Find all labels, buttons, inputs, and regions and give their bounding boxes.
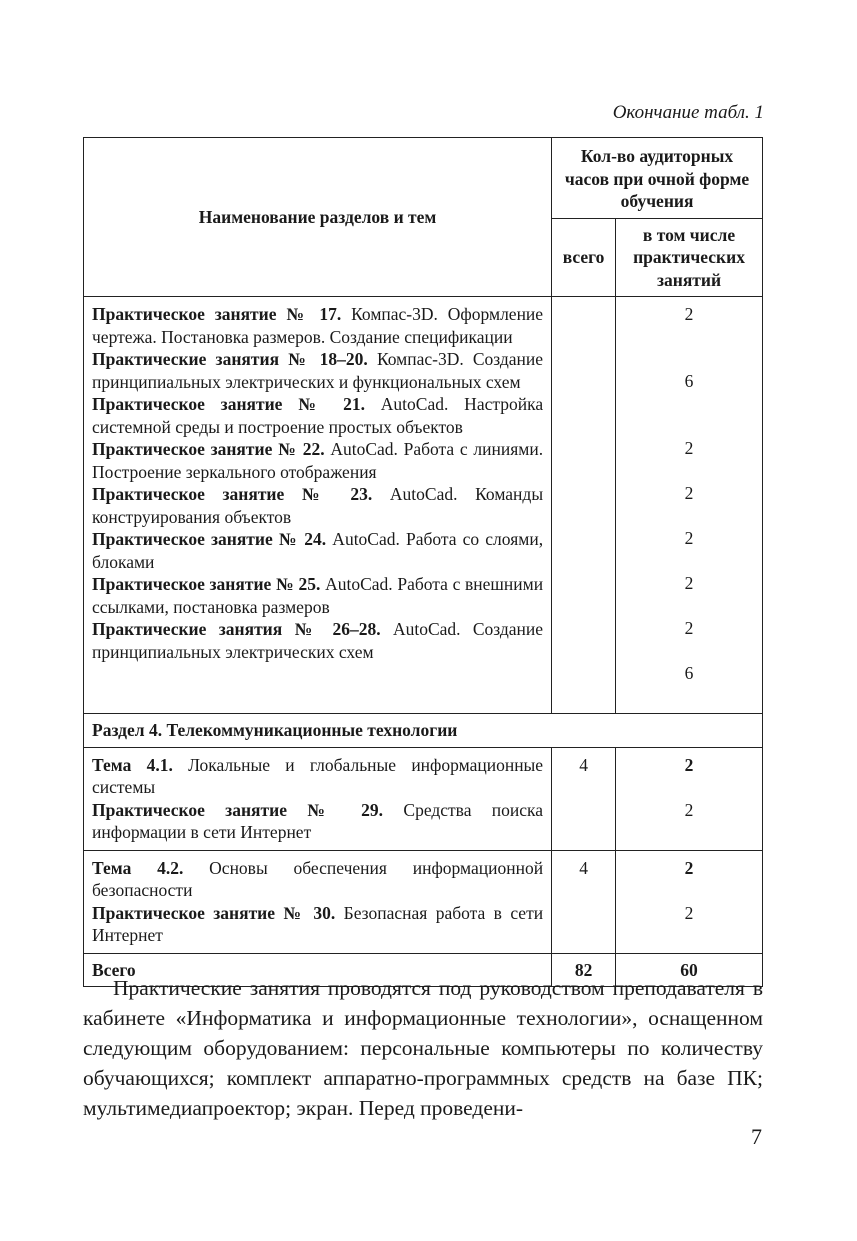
practicals-hours-cell xyxy=(616,297,763,714)
list-item: Практическое занятие № 22. AutoCad. Работа с линиями. Построение зеркального отображения xyxy=(92,439,544,482)
practicals-total-cell xyxy=(552,297,616,714)
practical-30: Практическое занятие № 30. Безопасная работа в сети Интернет xyxy=(92,902,544,945)
curriculum-table xyxy=(83,137,763,987)
table-row-topic-4-1 xyxy=(84,747,763,850)
topic-4-1: Тема 4.1. Локальные и глобальные информационные системы xyxy=(92,754,544,797)
header-total: всего xyxy=(552,218,616,296)
topic-4-1-total: 4 xyxy=(579,754,588,775)
practical-hours: 6 xyxy=(684,371,694,391)
topic-4-2: Тема 4.2. Основы обеспечения информационной безопасности xyxy=(92,857,544,900)
practical-hours: 2 xyxy=(684,438,694,458)
topic-4-1-practical: 2 xyxy=(684,754,694,775)
practical-hours: 2 xyxy=(684,304,694,324)
list-item: Практическое занятие № 25. AutoCad. Работа с внешними ссылками, постановка размеров xyxy=(92,574,544,617)
practical-hours: 2 xyxy=(684,528,694,548)
table-row-practicals xyxy=(84,297,763,714)
body-text xyxy=(83,973,763,1123)
header-practical: в том числе практических занятий xyxy=(616,218,763,296)
table-row-topic-4-2 xyxy=(84,850,763,953)
body-paragraph: Практические занятия проводятся под руководством преподавателя в кабинете «Информатика и информационные технологии», оснащенном следующим оборудованием: персональные компьютеры по количеству обучающихся; комплект аппаратно-программных средств на базе ПК; мультимедиапроектор; экран. Перед проведени- xyxy=(83,976,763,1120)
practical-29: Практическое занятие № 29. Средства поиска информации в сети Интернет xyxy=(92,799,544,842)
topic-4-2-practical: 2 xyxy=(684,857,694,878)
topic-4-2-total: 4 xyxy=(579,857,588,878)
total-hours: 82 xyxy=(552,953,616,987)
practical-30-hours: 2 xyxy=(684,902,694,923)
practical-29-hours: 2 xyxy=(684,799,694,820)
header-section-name: Наименование разделов и тем xyxy=(84,138,552,297)
practical-hours: 2 xyxy=(684,573,694,593)
practical-hours: 6 xyxy=(684,663,694,683)
list-item: Практическое занятие № 24. AutoCad. Работа со слоями, блоками xyxy=(92,529,544,572)
list-item: Практическое занятие № 21. AutoCad. Настройка системной среды и построение простых объектов xyxy=(92,394,544,437)
total-label: Всего xyxy=(84,953,552,987)
practical-hours: 2 xyxy=(684,618,694,638)
list-item: Практическое занятие № 17. Компас-3D. Оформление чертежа. Постановка размеров. Создание спецификации xyxy=(92,304,544,347)
list-item: Практические занятия № 26–28. AutoCad. Создание принципиальных электрических схем xyxy=(92,619,544,662)
practical-hours: 2 xyxy=(684,483,694,503)
list-item: Практическое занятие № 23. AutoCad. Команды конструирования объектов xyxy=(92,484,544,527)
total-practical-hours: 60 xyxy=(616,953,763,987)
practicals-list xyxy=(84,297,552,714)
list-item: Практические занятия № 18–20. Компас-3D. Создание принципиальных электрических и функциональных схем xyxy=(92,349,544,392)
page-number: 7 xyxy=(751,1124,762,1149)
header-hours-group: Кол-во аудиторных часов при очной форме обучения xyxy=(552,138,763,219)
section-4-title: Раздел 4. Телекоммуникационные технологии xyxy=(84,714,763,748)
table-row-section-4 xyxy=(84,714,763,748)
table-continuation-label: Окончание табл. 1 xyxy=(612,102,764,123)
